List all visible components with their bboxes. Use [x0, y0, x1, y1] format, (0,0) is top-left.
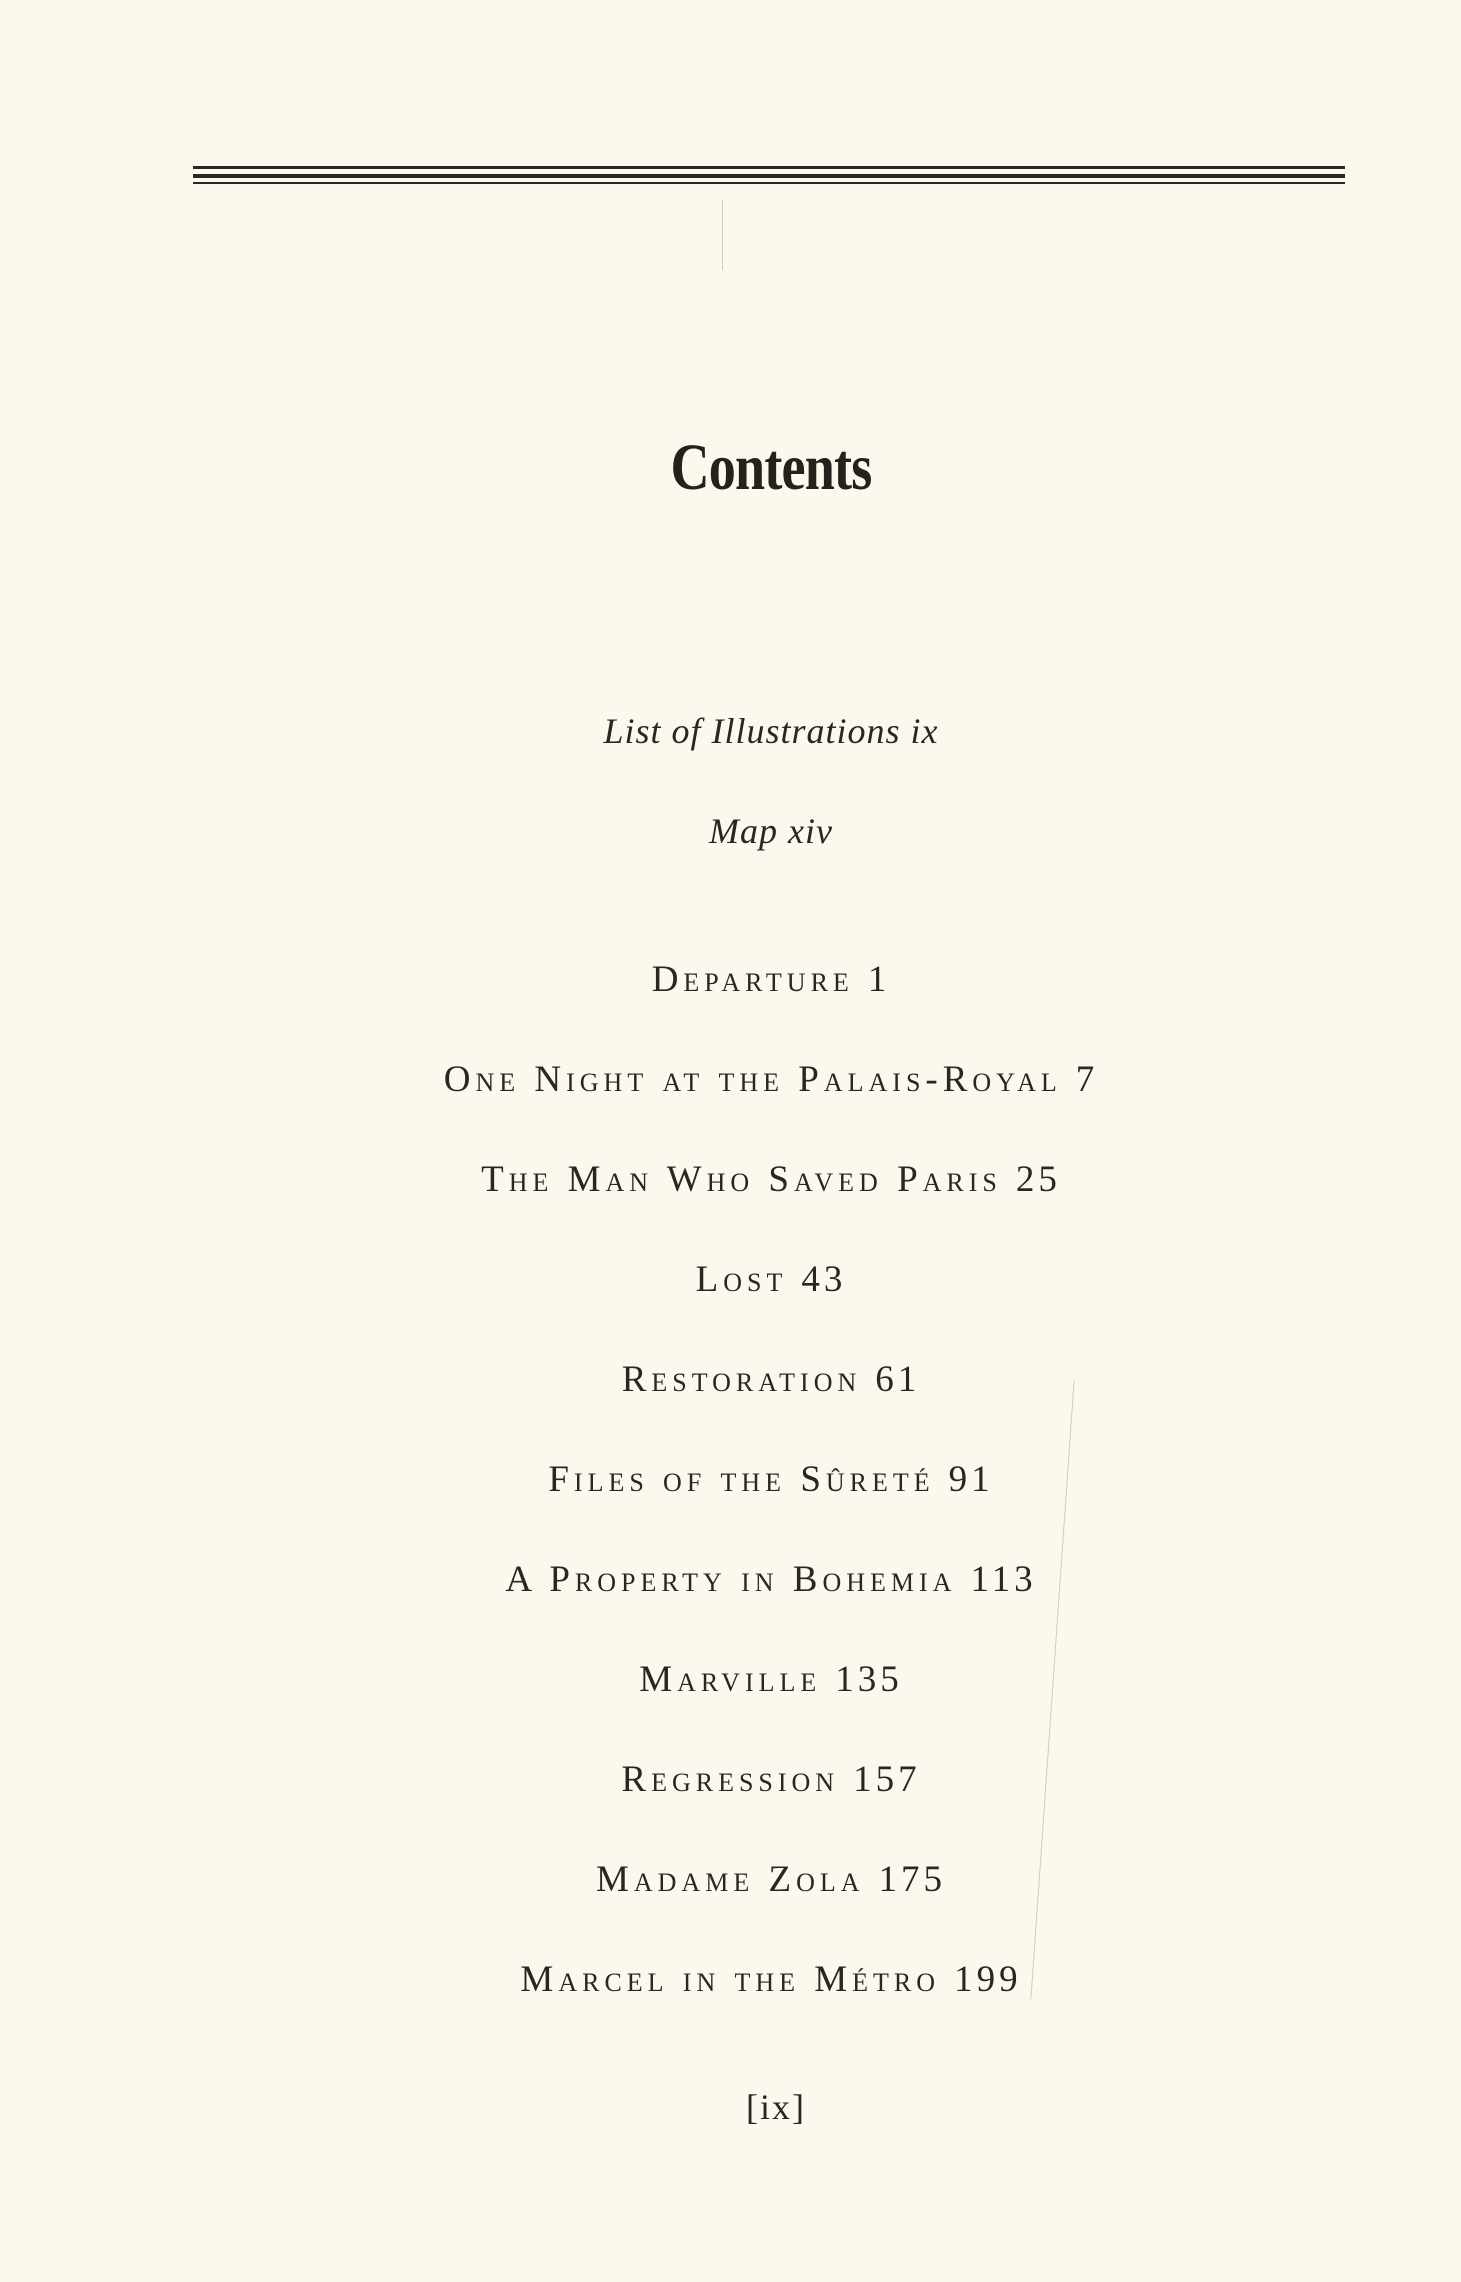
toc-entry-chapter[interactable]	[0, 1458, 1461, 1501]
toc-entry-chapter[interactable]	[0, 1358, 1461, 1401]
toc-entry-label: Marville	[639, 1659, 822, 1700]
toc-entry-page: 135	[835, 1659, 903, 1700]
toc-entry-page: 61	[875, 1359, 921, 1400]
toc-entry-map[interactable]	[0, 810, 1461, 852]
toc-entry-chapter[interactable]	[0, 1258, 1461, 1301]
toc-entry-page: 43	[801, 1259, 847, 1300]
toc-entry-chapter[interactable]	[0, 1858, 1461, 1901]
page-title: Contents	[670, 431, 872, 504]
toc-entry-page: 7	[1075, 1059, 1099, 1100]
toc-entry-page: 1	[867, 959, 891, 1000]
toc-entry-label: List of Illustrations	[603, 711, 901, 751]
toc-entry-label: One Night at the Palais-Royal	[443, 1059, 1062, 1100]
toc-entry-page: 113	[970, 1559, 1037, 1600]
toc-entry-label: Map	[709, 811, 779, 851]
toc-entry-page: 91	[948, 1459, 994, 1500]
toc-entry-page: 157	[853, 1759, 921, 1800]
header-rule-top	[193, 166, 1345, 169]
header-rule-middle	[193, 174, 1345, 178]
toc-entry-page: 25	[1015, 1159, 1061, 1200]
toc-entry-page: 175	[878, 1859, 946, 1900]
paper-crease-top	[722, 200, 723, 270]
toc-entry-label: A Property in Bohemia	[505, 1559, 957, 1600]
toc-entry-page: xiv	[788, 811, 833, 851]
toc-entry-label: Restoration	[621, 1359, 862, 1400]
toc-entry-label: Departure	[651, 959, 854, 1000]
toc-entry-chapter[interactable]	[0, 1758, 1461, 1801]
page-folio: [ix]	[746, 2087, 806, 2127]
toc-entry-chapter[interactable]	[0, 1958, 1461, 2001]
header-rule-bottom	[193, 182, 1345, 184]
toc-entry-chapter[interactable]	[0, 1658, 1461, 1701]
toc-entry-chapter[interactable]	[0, 1058, 1461, 1101]
toc-entry-list-of-illustrations[interactable]	[0, 710, 1461, 752]
toc-entry-label: Files of the Sûreté	[548, 1459, 935, 1500]
toc-entry-label: The Man Who Saved Paris	[481, 1159, 1002, 1200]
toc-entry-label: Madame Zola	[595, 1859, 865, 1900]
toc-entry-chapter[interactable]	[0, 1558, 1461, 1601]
toc-entry-chapter[interactable]	[0, 1158, 1461, 1201]
toc-entry-label: Marcel in the Métro	[520, 1959, 941, 2000]
toc-entry-page: ix	[910, 711, 939, 751]
toc-entry-label: Lost	[695, 1259, 788, 1300]
toc-entry-page: 199	[954, 1959, 1022, 2000]
toc-entry-chapter[interactable]	[0, 958, 1461, 1001]
toc-entry-label: Regression	[621, 1759, 840, 1800]
